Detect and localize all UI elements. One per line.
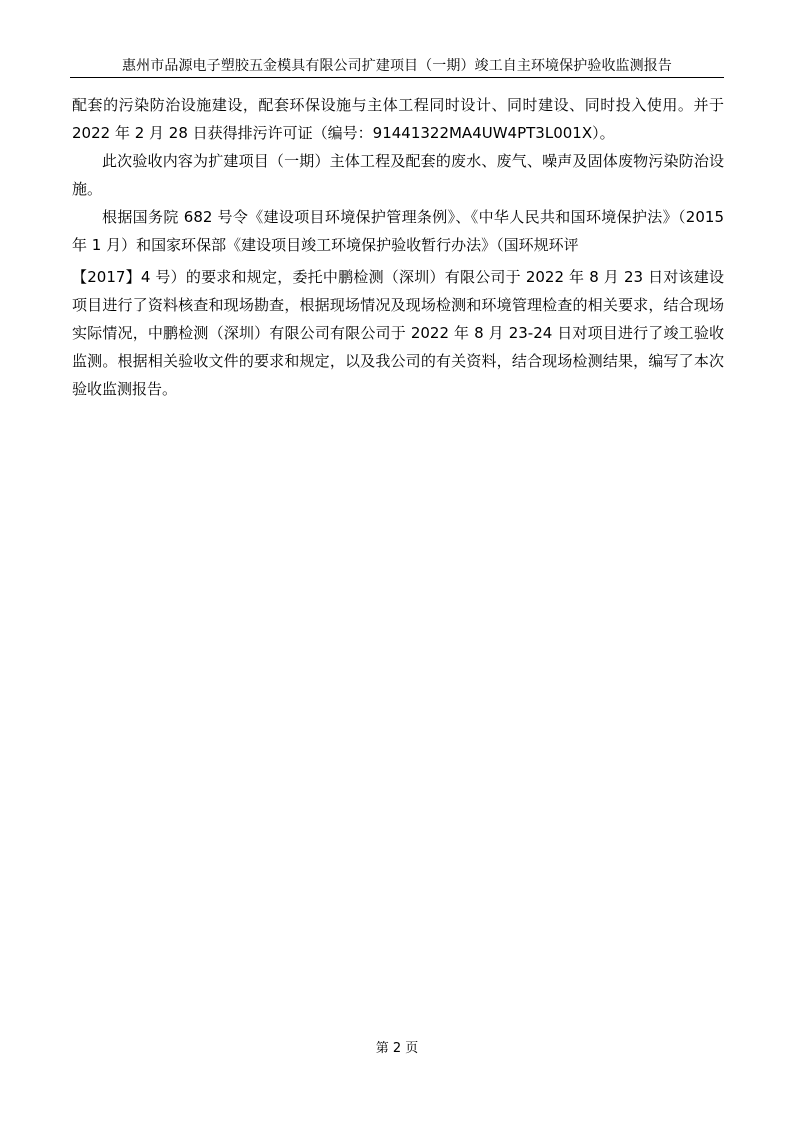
paragraph-facilities: 配套的污染防治设施建设，配套环保设施与主体工程同时设计、同时建设、同时投入使用。并于 2022 年 2 月 28 日获得排污许可证（编号：91441322MA4UW4PT3L001X）。 bbox=[72, 96, 724, 142]
paragraph-regulations: 根据国务院 682 号令《建设项目环境保护管理条例》、《中华人民共和国环境保护法》（2015 年 1 月）和国家环保部《建设项目竣工环境保护验收暂行办法》（国环规环评 bbox=[72, 208, 724, 254]
document-body bbox=[72, 91, 724, 403]
page-number: 第 2 页 bbox=[375, 1041, 419, 1056]
page-header-title: 惠州市品源电子塑胶五金模具有限公司扩建项目（一期）竣工自主环境保护验收监测报告 bbox=[122, 58, 672, 74]
header-divider bbox=[70, 77, 724, 78]
paragraph-monitoring-process: 【2017】4 号）的要求和规定，委托中鹏检测（深圳）有限公司于 2022 年 8 月 23 日对该建设项目进行了资料核查和现场勘查，根据现场情况及现场检测和环境管理检查的相关要求，结合现场实际情况，中鹏检测（深圳）有限公司有限公司于 2022 年 8 月 23-24 日对项目进行了竣工验收监测。根据相关验收文件的要求和规定，以及我公司的有关资料，结合现场检测结果，编写了本次验收监测报告。 bbox=[72, 268, 724, 398]
paragraph-acceptance-scope: 此次验收内容为扩建项目（一期）主体工程及配套的废水、废气、噪声及固体废物污染防治设施。 bbox=[72, 152, 724, 198]
